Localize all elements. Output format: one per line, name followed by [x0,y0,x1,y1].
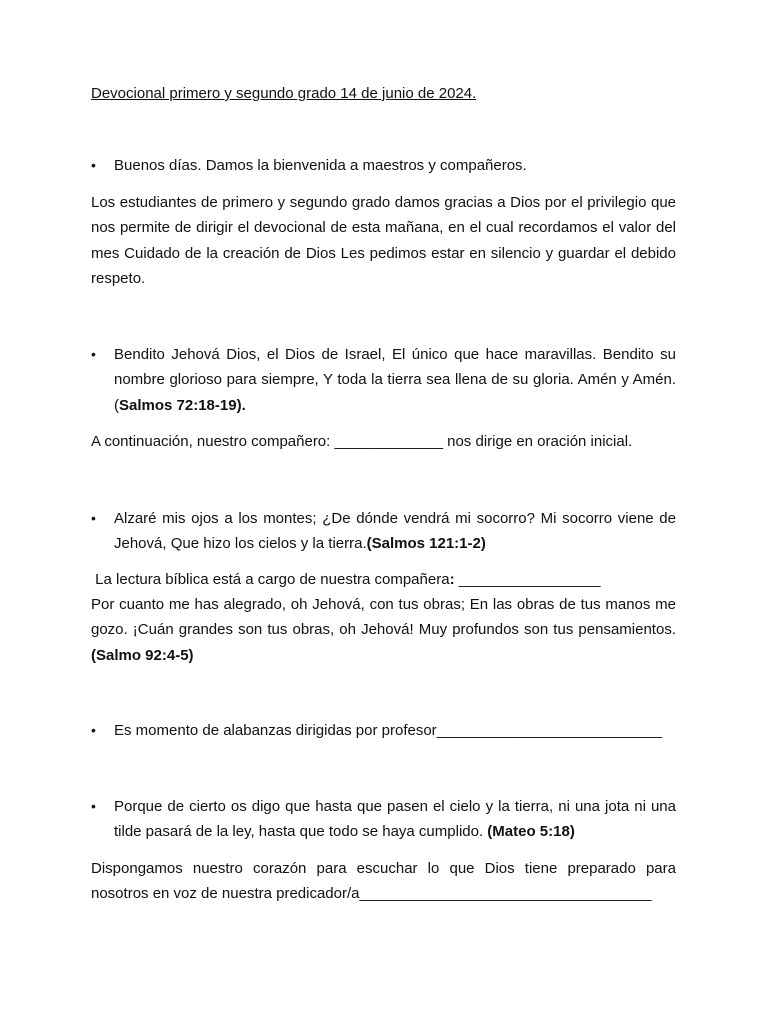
matthew-reference: (Mateo 5:18) [487,823,575,840]
prayer-name-blank: _____________ [334,433,443,450]
bible-reading-colon: : [449,570,455,588]
psalm-72-reference: Salmos 72:18-19). [119,396,246,414]
bullet-icon: • [91,509,96,526]
bible-reading-line [91,568,676,592]
teacher-name-blank: ___________________________ [436,722,662,739]
document-title: Devocional primero y segundo grado 14 de junio de 2024. [91,85,477,102]
psalm-121-reference: (Salmos 121:1-2) [366,535,486,552]
psalm-92-paragraph [91,592,676,669]
bullet-icon: • [91,157,96,173]
matthew-bullet [91,794,676,845]
psalm-92-text: Por cuanto me has alegrado, oh Jehová, con tus obras; En las obras de tus manos me gozo. ¡Cuán grandes son tus obras, oh Jehová! Muy profundos son tus pensamientos. [91,595,676,638]
welcome-text: Buenos días. Damos la bienvenida a maestros y compañeros. [114,157,527,174]
psalm-121-bullet [91,506,676,557]
opening-prayer-line [91,429,676,455]
intro-paragraph: Los estudiantes de primero y segundo grado damos gracias a Dios por el privilegio que nos permite de dirigir el devocional de esta mañana, en el cual recordamos el valor del mes Cuidado de la creación de Dios Les pedimos estar en silencio y guardar el debido respeto. [91,193,676,287]
bible-reading-text: La lectura bíblica está a cargo de nuestra compañera [91,570,450,588]
praise-bullet [91,718,676,744]
psalm-121-text: Alzaré mis ojos a los montes; ¿De dónde vendrá mi socorro? Mi socorro viene de Jehová, Que hizo los cielos y la tierra. [114,509,676,552]
preacher-name-blank: ___________________________________ [359,885,652,902]
psalm-72-text: Bendito Jehová Dios, el Dios de Israel, El único que hace maravillas. Bendito su nombre glorioso para siempre, Y toda la tierra sea llena de su gloria. Amén y Amén. ( [114,345,676,414]
bullet-icon: • [91,722,96,738]
preacher-paragraph [91,856,676,907]
bullet-icon: • [91,797,96,814]
bullet-icon: • [91,345,96,362]
opening-prayer-text: A continuación, nuestro compañero: [91,433,335,450]
document-page [91,84,676,907]
reader-name-blank: _________________ [454,570,601,588]
matthew-text: Porque de cierto os digo que hasta que pasen el cielo y la tierra, ni una jota ni una tilde pasará de la ley, hasta que todo se haya cumplido. [114,797,676,840]
welcome-bullet [91,153,676,179]
praise-text: Es momento de alabanzas dirigidas por profesor [114,722,437,739]
opening-prayer-text-end: nos dirige en oración inicial. [442,433,633,450]
preacher-text: Dispongamos nuestro corazón para escuchar lo que Dios tiene preparado para nosotros en voz de nuestra predicador/a [91,859,676,902]
psalm-92-reference: (Salmo 92:4-5) [91,646,194,664]
psalm-72-bullet [91,342,676,419]
